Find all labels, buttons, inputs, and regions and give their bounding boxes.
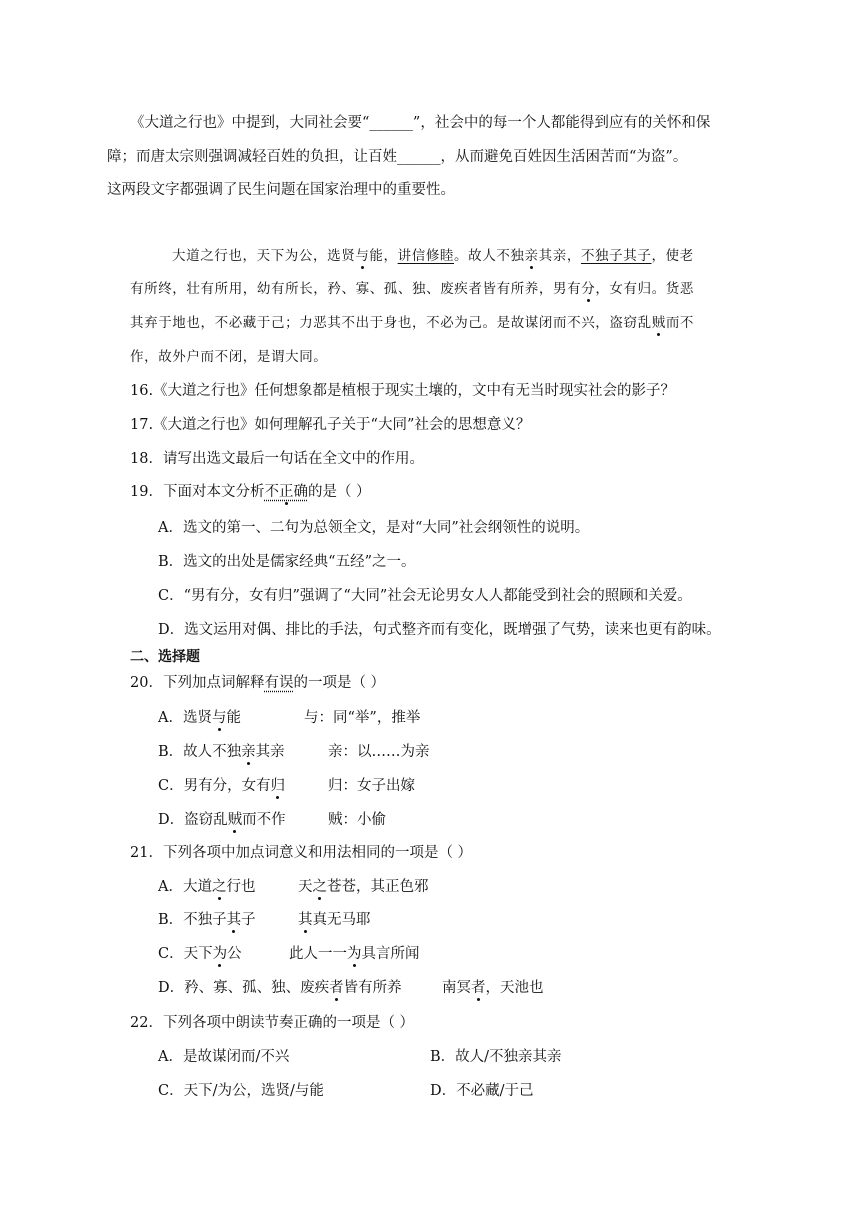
passage-text: 其弃于地也，不必藏于己；力恶其不出于身也，不必为己。是故谋闭而不兴，盗窃乱 [130,315,652,331]
dotted-char: 与 [355,248,370,264]
option-compare [289,944,420,964]
question-20-option-a [158,708,421,728]
question-19-stem [130,482,371,502]
intro-line-2: 障；而唐太宗则强调减轻百姓的负担，让百姓______，从而避免百姓因生活困苦而“为盗”。 [107,149,688,165]
question-22-option-a: A．是故谋闭而/不兴 [158,1049,290,1065]
question-20-stem [130,673,385,693]
dotted-char: 者 [329,980,344,996]
dotted-char: 与 [211,710,227,726]
dotted-char: 贼 [227,812,243,828]
passage-text: 能， [369,248,398,264]
passage-line-4: 作，故外户而不闭，是谓大同。 [130,349,328,365]
option-text: 此人一一 [289,946,347,962]
option-text: ，天池也 [485,980,544,996]
dotted-char: 贼 [651,315,666,331]
stem-text: 的是（ ） [307,484,371,500]
option-explanation: 归：女子出嫁 [328,778,415,794]
section-heading: 二、选择题 [130,649,200,665]
dotted-char: 为 [212,946,228,962]
option-text: 行也 [226,879,256,895]
dotted-char: 亲 [524,248,539,264]
passage-text: 而不 [665,315,695,331]
question-19-option-d: D．选文运用对偶、排比的手法，句式整齐而有变化，既增强了气势，读来也更有韵味。 [158,622,721,638]
question-22-stem: 22．下列各项中朗读节奏正确的一项是（ ） [130,1015,415,1031]
question-19-option-b: B．选文的出处是儒家经典“五经”之一。 [158,554,416,570]
dotted-char: 之 [312,879,327,895]
dotted-phrase: 不正确 [264,484,308,500]
option-explanation: 亲：以……为亲 [328,744,430,760]
intro-line-3: 这两段文字都强调了民生问题在国家治理中的重要性。 [107,182,455,198]
stem-text: 的一项是（ ） [293,675,386,691]
dotted-char: 其 [298,912,313,928]
option-text: 具言所闻 [361,946,420,962]
option-text: 南冥 [442,980,471,996]
question-21-option-c [158,944,420,964]
option-explanation: 与：同“举”，推举 [304,710,421,726]
option-text: D．矜、寡、孤、独、废疾 [158,980,330,996]
dotted-char: 亲 [241,744,256,760]
option-text: 皆有所养 [343,980,402,996]
option-text: D．盗窃乱 [158,812,228,828]
question-18: 18．请写出选文最后一句话在全文中的作用。 [130,451,424,467]
option-text: B．不独子 [158,912,227,928]
option-text: 公 [227,946,242,962]
passage-text: 大道之行也，天下为公，选贤 [172,248,356,264]
option-compare [442,978,544,998]
option-text: C．男有分，女有 [158,778,271,794]
option-text: 苍苍，其正色邪 [327,879,429,895]
question-21-option-d [158,978,544,998]
question-16: 16.《大道之行也》任何想象都是植根于现实土壤的，文中有无当时现实社会的影子？ [130,383,676,399]
question-22-option-d: D．不必藏/于己 [430,1083,534,1099]
stem-text: 20．下列加点词解释 [130,675,265,691]
underlined-phrase: 不独子其子 [580,248,652,264]
option-text: 天 [298,879,313,895]
option-text: 能 [226,710,241,726]
option-text: 其亲 [255,744,285,760]
option-explanation: 贼：小偷 [328,812,386,828]
question-21-stem: 21．下列各项中加点词意义和用法相同的一项是（ ） [130,845,473,861]
dotted-char: 其 [226,912,242,928]
stem-text: 19．下面对本文分析 [130,484,265,500]
option-text: A．大道 [158,879,212,895]
dotted-phrase: 有误 [264,675,294,691]
passage-text: 有所终，壮有所用，幼有所长，矜、寡、孤、独、废疾者皆有所养，男有 [130,281,582,297]
question-19-option-c: C．“男有分，女有归”强调了“大同”社会无论男女人人都能受到社会的照顾和关爱。 [158,588,692,604]
passage-line-1 [172,246,694,266]
passage-text: 。故人不独 [454,248,525,264]
passage-text: 其亲， [538,248,581,264]
dotted-char: 分 [581,281,596,297]
question-17: 17.《大道之行也》如何理解孔子关于“大同”社会的思想意义？ [130,417,531,433]
dotted-char: 者 [471,980,486,996]
option-text: 而不作 [242,812,286,828]
question-20-option-c [158,776,415,796]
passage-line-3 [130,313,694,333]
option-text: 子 [241,912,256,928]
intro-line-1: 《大道之行也》中提到，大同社会要“______”，社会中的每一个人都能得到应有的关怀和保 [130,115,711,131]
dotted-char: 为 [347,946,362,962]
question-19-option-a: A．选文的第一、二句为总领全文，是对“大同”社会纲领性的说明。 [158,520,590,536]
underlined-phrase: 讲信修睦 [397,248,455,264]
question-21-option-b [158,910,371,930]
option-text: A．选贤 [158,710,212,726]
dotted-char: 归 [270,778,286,794]
question-22-option-c: C．天下/为公，选贤/与能 [158,1083,324,1099]
question-20-option-d [158,810,386,830]
option-text: C．天下 [158,946,213,962]
passage-line-2 [130,279,694,299]
option-text: 真无马耶 [312,912,371,928]
question-22-option-b: B．故人/不独亲其亲 [430,1049,562,1065]
option-text: B．故人不独 [158,744,242,760]
option-compare [298,910,371,930]
passage-text: ，使老 [651,248,694,264]
dotted-char: 之 [211,879,227,895]
question-20-option-b [158,742,430,762]
question-21-option-a [158,877,429,897]
passage-text: ，女有归。货恶 [595,281,695,297]
option-compare [298,877,429,897]
